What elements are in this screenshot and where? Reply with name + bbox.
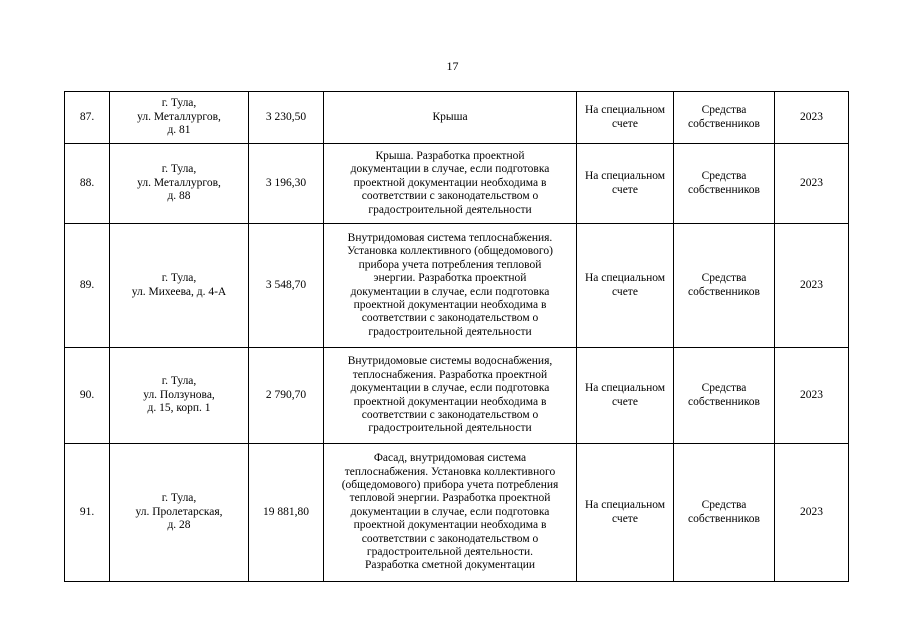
- address-cell-line: ул. Ползунова,: [143, 388, 215, 401]
- year-cell-text: 2023: [800, 505, 823, 518]
- work-type-cell: [324, 144, 577, 224]
- work-type-cell: [324, 444, 577, 582]
- work-type-cell-line: теплоснабжения. Установка коллективного: [344, 465, 556, 478]
- funding-source-cell-line: собственников: [688, 285, 760, 298]
- fund-method-cell-line: На специальном: [584, 382, 666, 395]
- row-number-cell: [65, 224, 110, 348]
- address-cell-line: ул. Пролетарская,: [135, 505, 223, 518]
- address-cell-line: д. 15, корп. 1: [147, 402, 211, 415]
- row-number-cell: [65, 92, 110, 144]
- funding-source-cell-line: Средства: [701, 104, 747, 117]
- capital-repair-table: [64, 91, 849, 582]
- work-type-cell-line: соответствии с законодательством о: [361, 312, 539, 325]
- address-cell-line: г. Тула,: [161, 97, 197, 110]
- work-type-cell-line: прибора учета потребления тепловой: [358, 258, 542, 271]
- row-number-cell-text: 90.: [79, 388, 95, 401]
- work-type-cell-line: документации в случае, если подготовка: [350, 382, 550, 395]
- table-row: [65, 224, 849, 348]
- row-number-cell-text: 87.: [79, 110, 95, 123]
- area-cell: [249, 444, 324, 582]
- work-type-cell-line: проектной документации необходима в: [353, 176, 547, 189]
- work-type-cell-line: проектной документации необходима в: [353, 298, 547, 311]
- fund-method-cell: [577, 144, 674, 224]
- area-cell-text: 3 196,30: [265, 176, 307, 189]
- year-cell: [775, 444, 849, 582]
- work-type-cell-line: документации в случае, если подготовка: [350, 285, 550, 298]
- area-cell: [249, 224, 324, 348]
- area-cell-text: 19 881,80: [263, 505, 309, 518]
- funding-source-cell: [674, 444, 775, 582]
- work-type-cell-line: градостроительной деятельности.: [366, 546, 534, 559]
- address-cell: [110, 224, 249, 348]
- address-cell-line: ул. Металлургов,: [137, 176, 221, 189]
- work-type-cell-line: Внутридомовые системы водоснабжения,: [347, 355, 553, 368]
- year-cell-text: 2023: [800, 176, 823, 189]
- fund-method-cell: [577, 444, 674, 582]
- address-cell: [110, 348, 249, 444]
- fund-method-cell-line: счете: [612, 183, 638, 196]
- funding-source-cell-line: собственников: [688, 183, 760, 196]
- work-type-cell-line: тепловой энергии. Разработка проектной: [349, 492, 551, 505]
- year-cell-text: 2023: [800, 110, 823, 123]
- year-cell: [775, 224, 849, 348]
- fund-method-cell-line: На специальном: [584, 170, 666, 183]
- table-row: [65, 144, 849, 224]
- fund-method-cell: [577, 348, 674, 444]
- work-type-cell-line: проектной документации необходима в: [353, 519, 547, 532]
- funding-source-cell-line: собственников: [688, 395, 760, 408]
- funding-source-cell: [674, 348, 775, 444]
- address-cell-line: д. 81: [167, 124, 191, 137]
- fund-method-cell-line: На специальном: [584, 272, 666, 285]
- address-cell: [110, 144, 249, 224]
- page-number: 17: [446, 59, 459, 73]
- work-type-cell-line: Разработка сметной документации: [364, 559, 536, 572]
- work-type-cell-line: Крыша: [432, 110, 468, 123]
- fund-method-cell-line: счете: [612, 395, 638, 408]
- funding-source-cell-line: собственников: [688, 512, 760, 525]
- work-type-cell-line: Фасад, внутридомовая система: [373, 452, 527, 465]
- fund-method-cell: [577, 224, 674, 348]
- address-cell-line: г. Тула,: [161, 492, 197, 505]
- address-cell: [110, 444, 249, 582]
- address-cell-line: ул. Металлургов,: [137, 110, 221, 123]
- fund-method-cell-line: На специальном: [584, 499, 666, 512]
- work-type-cell-line: (общедомового) прибора учета потребления: [341, 478, 559, 491]
- funding-source-cell-line: собственников: [688, 117, 760, 130]
- address-cell-line: ул. Михеева, д. 4-А: [131, 285, 227, 298]
- table-row: [65, 348, 849, 444]
- work-type-cell-line: Внутридомовая система теплоснабжения.: [347, 231, 553, 244]
- address-cell-line: д. 88: [167, 190, 191, 203]
- work-type-cell-line: градостроительной деятельности: [368, 203, 532, 216]
- funding-source-cell-line: Средства: [701, 382, 747, 395]
- fund-method-cell: [577, 92, 674, 144]
- fund-method-cell-line: счете: [612, 117, 638, 130]
- funding-source-cell-line: Средства: [701, 499, 747, 512]
- fund-method-cell-line: счете: [612, 285, 638, 298]
- address-cell: [110, 92, 249, 144]
- year-cell: [775, 348, 849, 444]
- work-type-cell-line: документации в случае, если подготовка: [350, 163, 550, 176]
- year-cell: [775, 144, 849, 224]
- table-body: [65, 92, 849, 582]
- row-number-cell: [65, 444, 110, 582]
- row-number-cell-text: 89.: [79, 278, 95, 291]
- work-type-cell-line: соответствии с законодательством о: [361, 190, 539, 203]
- work-type-cell-line: Крыша. Разработка проектной: [375, 149, 525, 162]
- area-cell-text: 2 790,70: [265, 388, 307, 401]
- row-number-cell: [65, 144, 110, 224]
- funding-source-cell: [674, 224, 775, 348]
- work-type-cell-line: градостроительной деятельности: [368, 325, 532, 338]
- year-cell-text: 2023: [800, 278, 823, 291]
- funding-source-cell: [674, 144, 775, 224]
- area-cell: [249, 348, 324, 444]
- work-type-cell-line: Установка коллективного (общедомового): [347, 245, 553, 258]
- work-type-cell: [324, 224, 577, 348]
- work-type-cell-line: документации в случае, если подготовка: [350, 505, 550, 518]
- year-cell-text: 2023: [800, 388, 823, 401]
- address-cell-line: г. Тула,: [161, 272, 197, 285]
- table-row: [65, 444, 849, 582]
- row-number-cell-text: 91.: [79, 505, 95, 518]
- row-number-cell-text: 88.: [79, 176, 95, 189]
- table-row: [65, 92, 849, 144]
- funding-source-cell: [674, 92, 775, 144]
- area-cell-text: 3 230,50: [265, 110, 307, 123]
- work-type-cell-line: градостроительной деятельности: [368, 422, 532, 435]
- work-type-cell-line: соответствии с законодательством о: [361, 532, 539, 545]
- funding-source-cell-line: Средства: [701, 272, 747, 285]
- address-cell-line: д. 28: [167, 519, 191, 532]
- funding-source-cell-line: Средства: [701, 170, 747, 183]
- fund-method-cell-line: счете: [612, 512, 638, 525]
- work-type-cell-line: проектной документации необходима в: [353, 395, 547, 408]
- address-cell-line: г. Тула,: [161, 375, 197, 388]
- work-type-cell: [324, 348, 577, 444]
- row-number-cell: [65, 348, 110, 444]
- work-type-cell: [324, 92, 577, 144]
- address-cell-line: г. Тула,: [161, 163, 197, 176]
- area-cell: [249, 144, 324, 224]
- work-type-cell-line: энергии. Разработка проектной: [373, 272, 527, 285]
- fund-method-cell-line: На специальном: [584, 104, 666, 117]
- area-cell-text: 3 548,70: [265, 278, 307, 291]
- work-type-cell-line: теплоснабжения. Разработка проектной: [352, 368, 548, 381]
- area-cell: [249, 92, 324, 144]
- work-type-cell-line: соответствии с законодательством о: [361, 408, 539, 421]
- year-cell: [775, 92, 849, 144]
